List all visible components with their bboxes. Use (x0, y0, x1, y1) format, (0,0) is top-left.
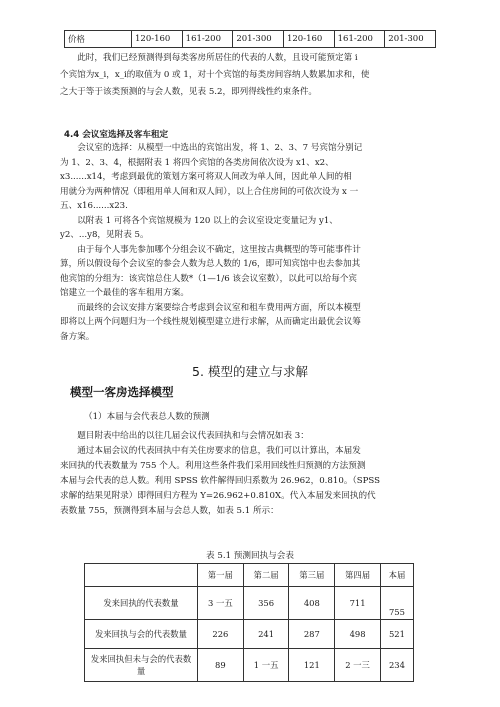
model-heading: 模型一客房选择模型 (70, 385, 174, 399)
text-line: 来回执的代表数量为 755 个人。利用这些条件我们采用回线性归预测的方法预测 (60, 461, 366, 471)
table-cell: 711 (335, 587, 381, 620)
table-header-cell: 第一届 (198, 564, 244, 587)
paragraph-constraint (60, 50, 438, 101)
text-line: 算，所以假设每个会议室的参会人数为总人数的 1/6，即可知宾馆中也去参加其 (60, 259, 361, 269)
table-row (85, 649, 414, 682)
text-line: 会议室的选择：从模型一中选出的宾馆出发，将 1、2、3、7 号宾馆分别记 (77, 143, 363, 153)
text-line: 而最终的会议安排方案要综合考虑到会议室和租车费用两方面，所以本模型 (77, 302, 361, 313)
text-line: 五、x16......x23. (60, 201, 128, 211)
table-header-row (85, 564, 414, 587)
table-cell: 241 (243, 620, 289, 649)
text-line: 本届与会代表的总人数。利用 SPSS 软件解得回归系数为 26.962，0.810。（SPSS (60, 476, 380, 486)
row-label: 发来回执与会的代表数量 (85, 620, 198, 649)
text-line: 馆建立一个最佳的客车租用方案。 (60, 288, 189, 298)
table-header-cell: 第三届 (289, 564, 335, 587)
row-label: 发来回执的代表数量 (85, 587, 198, 620)
table-row (85, 587, 414, 620)
paragraph-meeting-room (60, 141, 438, 344)
table-cell: 234 (380, 649, 413, 682)
table-cell: 121 (289, 649, 335, 682)
table-header-cell: 本届 (380, 564, 413, 587)
table-cell: 2 一三 (335, 649, 381, 682)
text-line: 题目附表中给出的以往几届会议代表回执和与会情况如表 3： (77, 431, 309, 441)
table-row (65, 31, 436, 48)
table-cell: 226 (198, 620, 244, 649)
table-cell: 161-200 (334, 31, 385, 48)
paragraph-prediction (60, 429, 438, 519)
row-label: 发来回执但未与会的代表数量 (85, 649, 198, 682)
text-line: 备方案。 (60, 331, 95, 342)
text-line: 由于每个人事先参加哪个分组会议不确定，这里按古典概型的等可能事件计 (77, 244, 361, 255)
table-cell: 356 (243, 587, 289, 620)
table-cell: 201-300 (385, 31, 436, 48)
text-line: 以附表 1 可将各个宾馆规模为 120 以上的会议室设定变量记为 y1、 (77, 215, 338, 226)
text-line: 他宾馆的分组为：该宾馆总住人数*（1—1/6 该会议室数），以此可以给每个宾 (60, 273, 358, 284)
text-line: 即将以上两个问题归为一个线性规划模型建立进行求解，从而确定出最优会议筹 (60, 317, 361, 327)
text-line: 此时，我们已经预测得到每类客房所居住的代表的人数，且设可能预定第 i (77, 53, 358, 63)
text-line: 个宾馆为x_i，x_i的取值为 0 或 1，对十个宾馆的每类房间容纳人数累加求和，使 (60, 70, 370, 80)
text-line: 用就分为两种情况（即租用单人间和双人间），以上合住房间的可依次设为 x 一 (60, 186, 359, 197)
table-cell: 120-160 (132, 31, 183, 48)
text-line: 通过本届会议的代表回执中有关住房要求的信息，我们可以计算出，本届发 (77, 446, 361, 456)
text-line: 求解的结果见附录）即得回归方程为 Y=26.962+0.810X。代入本届发来回执的代 (60, 491, 376, 501)
table-cell: 201-300 (233, 31, 284, 48)
table-cell: 498 (335, 620, 381, 649)
subsection-heading: （1）本届与会代表总人数的预测 (84, 412, 210, 422)
section-heading-4-4: 4.4 会议室选择及客车租定 (64, 130, 169, 140)
table-header-cell: 第四届 (335, 564, 381, 587)
table-cell: 89 (198, 649, 244, 682)
table-cell: 755 (380, 587, 413, 620)
table-header-cell: 第二届 (243, 564, 289, 587)
table-cell: 价格 (65, 31, 132, 48)
text-line: 之大于等于该类预测的与会人数，见表 5.2，即列得线性约束条件。 (60, 87, 318, 97)
table-cell: 1 一五 (243, 649, 289, 682)
chapter-heading: 5. 模型的建立与求解 (192, 364, 308, 379)
text-line: 表数量 755，预测得到本届与会总人数，如表 5.1 所示： (60, 506, 279, 516)
table-cell: 408 (289, 587, 335, 620)
table-caption: 表 5.1 预测回执与会表 (206, 551, 294, 561)
text-line: 为 1、2、3、4，根据附表 1 将四个宾馆的各类房间依次设为 x1、x2、 (60, 157, 334, 168)
text-line: y2、...y8，见附表 5。 (60, 230, 149, 240)
table-cell: 521 (380, 620, 413, 649)
text-line: x3......x14，考虑到最优的策划方案可将双人间改为单人间，因此单人间的相 (60, 172, 352, 182)
table-cell: 161-200 (182, 31, 233, 48)
prediction-table (84, 563, 414, 682)
table-header-cell (85, 564, 198, 587)
table-cell: 120-160 (283, 31, 334, 48)
table-cell: 287 (289, 620, 335, 649)
price-table (64, 30, 436, 48)
table-row (85, 620, 414, 649)
table-cell: 3 一五 (198, 587, 244, 620)
